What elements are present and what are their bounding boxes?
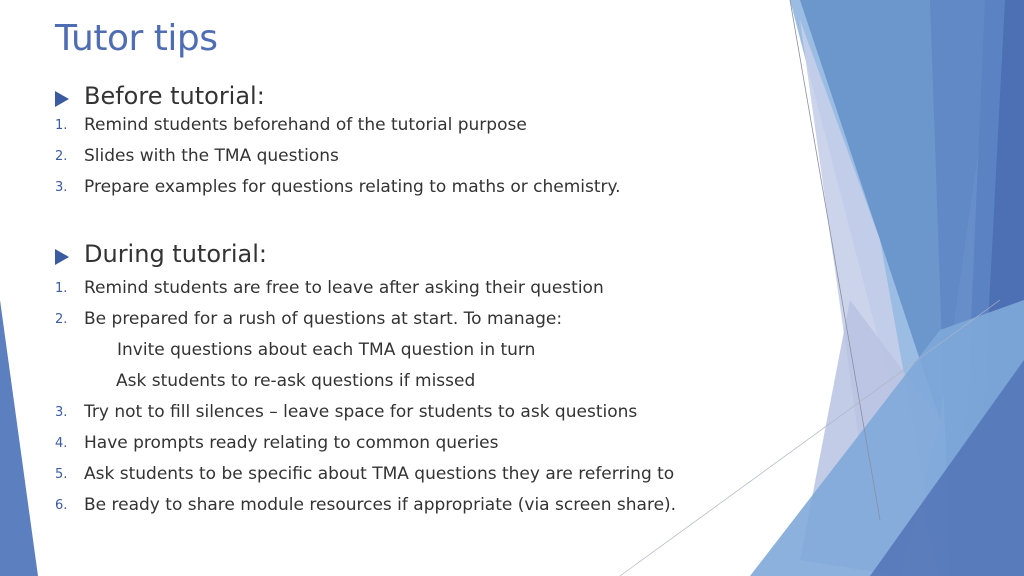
slide-title: Tutor tips <box>55 18 218 59</box>
item-number: 4. <box>55 436 68 451</box>
item-text: Remind students are free to leave after asking their question <box>84 278 604 298</box>
item-number: 3. <box>55 180 68 195</box>
triangle-bullet-icon <box>55 249 69 265</box>
item-text: Prepare examples for questions relating to maths or chemistry. <box>84 177 621 197</box>
item-number: 2. <box>55 149 68 164</box>
item-text: Have prompts ready relating to common queries <box>84 433 499 453</box>
item-number: 2. <box>55 312 68 327</box>
item-number: 5. <box>55 467 68 482</box>
item-text: Remind students beforehand of the tutorial purpose <box>84 115 527 135</box>
item-text: Be ready to share module resources if appropriate (via screen share). <box>84 495 677 515</box>
section-heading: Before tutorial: <box>84 82 265 110</box>
item-number: 6. <box>55 498 68 513</box>
sub-item-text: Invite questions about each TMA question in turn <box>117 340 536 360</box>
item-text: Ask students to be specific about TMA questions they are referring to <box>84 464 675 484</box>
sub-item-text: Ask students to re-ask questions if missed <box>116 371 476 391</box>
item-number: 1. <box>55 281 68 296</box>
item-text: Be prepared for a rush of questions at start. To manage: <box>84 309 563 329</box>
item-number: 3. <box>55 405 68 420</box>
section-heading: During tutorial: <box>84 240 268 268</box>
item-text: Try not to fill silences – leave space for students to ask questions <box>84 402 638 422</box>
triangle-bullet-icon <box>55 91 69 107</box>
item-text: Slides with the TMA questions <box>84 146 339 166</box>
item-number: 1. <box>55 118 68 133</box>
deco-left-wedge <box>0 300 38 576</box>
